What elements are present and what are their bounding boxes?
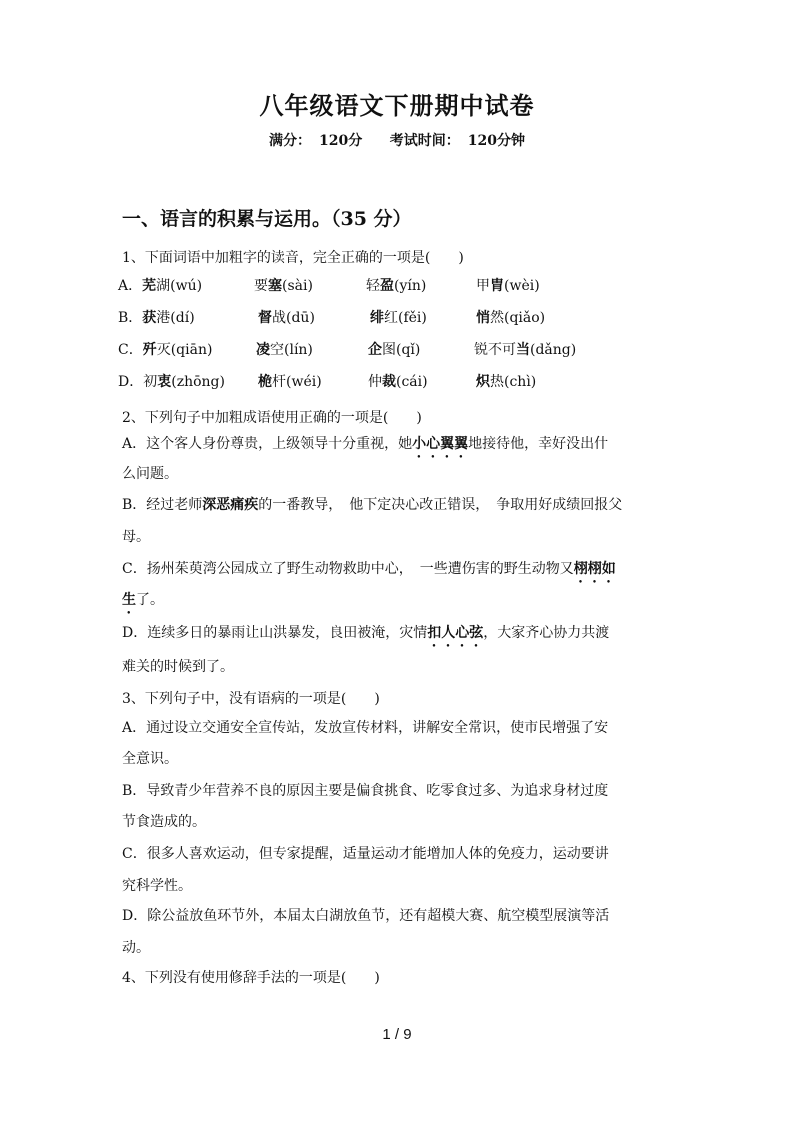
q4-stem: 4、下列没有使用修辞手法的一项是( ) <box>122 970 380 986</box>
option-text: 轻 <box>366 278 380 294</box>
option-text: 甲 <box>476 278 490 294</box>
option-text: 战(dū) <box>272 310 315 326</box>
score-value: 120分 <box>319 133 363 149</box>
option-text: 然(qiǎo) <box>490 310 546 326</box>
time-value: 120分钟 <box>467 133 525 149</box>
bold-char: 绯 <box>370 310 384 326</box>
bold-char: 企 <box>368 342 382 358</box>
q1-stem: 1、下面词语中加粗字的读音，完全正确的一项是( ) <box>122 250 464 266</box>
option-text: (cái) <box>396 374 428 390</box>
exam-title: 八年级语文下册期中试卷 <box>259 91 535 120</box>
bold-char: 衷 <box>157 374 172 390</box>
option-text: 港(dí) <box>156 310 195 326</box>
q2-option-a-line2: 么问题。 <box>122 466 178 482</box>
exam-subtitle <box>0 130 794 150</box>
bold-char: 炽 <box>476 374 490 390</box>
option-text: 仲 <box>368 374 382 390</box>
option-text: 杆(wéi) <box>272 374 322 390</box>
option-text: 锐不可 <box>474 342 516 358</box>
option-letter: B． <box>118 310 143 326</box>
option-text: 湖(wú) <box>156 278 203 294</box>
emphasized-idiom: 扣人心弦 <box>427 625 484 641</box>
option-text: 灭(qiān) <box>156 342 213 358</box>
score-label: 满分： <box>269 133 312 149</box>
option-text: 热(chì) <box>490 374 537 390</box>
option-text: (wèi) <box>504 278 540 294</box>
option-text: 红(fěi) <box>384 310 427 326</box>
q2-option-c-line1: C．扬州茱萸湾公园成立了野生动物救助中心， 一些遭伤害的野生动物又栩栩如 <box>122 561 616 577</box>
q3-option-c-line1: C．很多人喜欢运动，但专家提醒，适量运动才能增加人体的免疫力，运动要讲 <box>122 846 609 862</box>
option-text: 空(lín) <box>270 342 313 358</box>
bold-char: 督 <box>258 310 272 326</box>
option-text: (dǎng) <box>530 342 577 358</box>
q3-option-b-line1: B．导致青少年营养不良的原因主要是偏食挑食、吃零食过多、为追求身材过度 <box>122 783 609 799</box>
q2-option-b-line1: B．经过老师深恶痛疾的一番教导， 他下定决心改正错误， 争取用好成绩回报父 <box>122 497 623 513</box>
bold-char: 获 <box>142 310 157 326</box>
page-number: 1 / 9 <box>382 1026 412 1043</box>
bold-char: 盈 <box>380 278 394 294</box>
q3-option-a-line2: 全意识。 <box>122 751 178 767</box>
time-label: 考试时间： <box>389 133 460 149</box>
option-letter: C． <box>118 342 143 358</box>
bold-char: 桅 <box>258 374 272 390</box>
bold-char: 悄 <box>476 310 490 326</box>
option-letter: D．初 <box>118 374 158 390</box>
q3-option-d-line1: D．除公益放鱼环节外，本届太白湖放鱼节，还有超模大赛、航空模型展演等活 <box>122 908 610 924</box>
bold-char: 芜 <box>142 278 157 294</box>
q2-option-b-line2: 母。 <box>122 529 150 545</box>
emphasized-idiom: 栩栩如 <box>573 561 616 577</box>
bold-char: 当 <box>516 342 530 358</box>
option-text: (zhōng) <box>171 374 225 390</box>
q3-option-b-line2: 节食造成的。 <box>122 814 206 830</box>
option-text: 图(qǐ) <box>382 342 421 358</box>
bold-char: 歼 <box>142 342 157 358</box>
bold-char: 凌 <box>256 342 270 358</box>
option-text: 要 <box>254 278 268 294</box>
option-text: (sài) <box>282 278 313 294</box>
emphasized-idiom: 生 <box>122 592 136 608</box>
q3-option-c-line2: 究科学性。 <box>122 878 192 894</box>
bold-char: 裁 <box>382 374 396 390</box>
q2-stem: 2、下列句子中加粗成语使用正确的一项是( ) <box>122 410 422 426</box>
option-text: (yín) <box>394 278 427 294</box>
emphasized-idiom: 深恶痛疾 <box>202 497 259 513</box>
q3-option-a-line1: A．通过设立交通安全宣传站，发放宣传材料，讲解安全常识，使市民增强了安 <box>122 720 609 736</box>
q2-option-d-line1: D．连续多日的暴雨让山洪暴发，良田被淹，灾情扣人心弦，大家齐心协力共渡 <box>122 625 610 641</box>
q2-option-a-line1: A．这个客人身份尊贵，上级领导十分重视，她小心翼翼地接待他，幸好没出什 <box>122 436 609 452</box>
emphasized-idiom: 小心翼翼 <box>412 436 469 452</box>
section-heading: 一、语言的积累与运用。（35 分） <box>122 208 412 230</box>
q3-stem: 3、下列句子中，没有语病的一项是( ) <box>122 691 380 707</box>
option-letter: A． <box>118 278 143 294</box>
bold-char: 胄 <box>490 278 504 294</box>
q2-option-c-line2: 生了。 <box>122 592 164 608</box>
q3-option-d-line2: 动。 <box>122 940 150 956</box>
bold-char: 塞 <box>268 278 282 294</box>
q2-option-d-line2: 难关的时候到了。 <box>122 659 234 675</box>
